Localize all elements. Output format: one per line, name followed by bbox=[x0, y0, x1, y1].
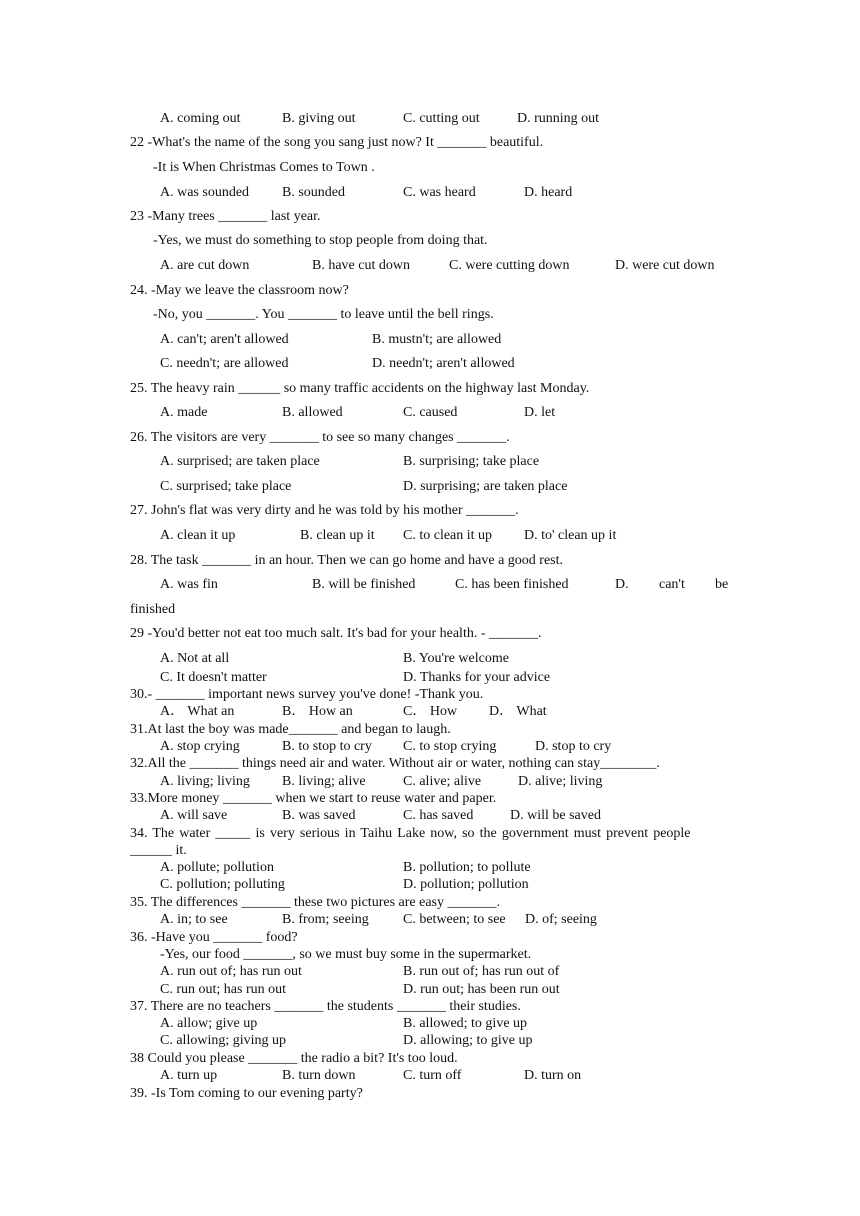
option-b: B. You're welcome bbox=[403, 651, 509, 666]
option-c: C. between; to see bbox=[403, 912, 506, 927]
option-a: A. allow; give up bbox=[160, 1016, 258, 1031]
option-d: D. turn on bbox=[524, 1068, 582, 1083]
option-b: B. was saved bbox=[282, 808, 356, 823]
option-b: B. surprising; take place bbox=[403, 454, 540, 469]
question-22-reply: -It is When Christmas Comes to Town . bbox=[153, 160, 375, 175]
option-d-word: be bbox=[715, 577, 729, 592]
option-c: C. It doesn't matter bbox=[160, 670, 267, 685]
option-d: D. let bbox=[524, 405, 556, 420]
option-b: B. turn down bbox=[282, 1068, 356, 1083]
question-35: 35. The differences _______ these two pictures are easy _______. bbox=[130, 895, 500, 910]
option-b: B. will be finished bbox=[312, 577, 416, 592]
option-b: B. allowed bbox=[282, 405, 343, 420]
question-26: 26. The visitors are very _______ to see so many changes _______. bbox=[130, 430, 510, 445]
option-d: D. needn't; aren't allowed bbox=[372, 356, 515, 371]
question-33: 33.More money _______ when we start to reuse water and paper. bbox=[130, 791, 497, 806]
option-d-word: can't bbox=[659, 577, 685, 592]
option-d: D. run out; has been run out bbox=[403, 982, 560, 997]
option-b: B. mustn't; are allowed bbox=[372, 332, 502, 347]
option-b: B. sounded bbox=[282, 185, 345, 200]
option-c: C. caused bbox=[403, 405, 458, 420]
option-d-continued: finished bbox=[130, 602, 176, 617]
question-36-reply: -Yes, our food _______, so we must buy some in the supermarket. bbox=[160, 947, 532, 962]
option-d-letter: D. bbox=[615, 577, 629, 592]
option-b: B. pollution; to pollute bbox=[403, 860, 531, 875]
option-a: A. surprised; are taken place bbox=[160, 454, 320, 469]
option-a: A. pollute; pollution bbox=[160, 860, 274, 875]
option-a: A. will save bbox=[160, 808, 228, 823]
option-d: D. allowing; to give up bbox=[403, 1033, 533, 1048]
option-c: C. to clean it up bbox=[403, 528, 493, 543]
question-37: 37. There are no teachers _______ the students _______ their studies. bbox=[130, 999, 521, 1014]
option-a: A. run out of; has run out bbox=[160, 964, 302, 979]
option-d: D. stop to cry bbox=[535, 739, 612, 754]
question-29: 29 -You'd better not eat too much salt. It's bad for your health. - _______. bbox=[130, 626, 542, 641]
question-34-continued: ______ it. bbox=[130, 843, 187, 858]
question-25: 25. The heavy rain ______ so many traffic accidents on the highway last Monday. bbox=[130, 381, 590, 396]
option-a: A. living; living bbox=[160, 774, 250, 789]
option-c: C. turn off bbox=[403, 1068, 462, 1083]
option-d: D. were cut down bbox=[615, 258, 715, 273]
option-c: C. needn't; are allowed bbox=[160, 356, 289, 371]
option-a: A. was sounded bbox=[160, 185, 250, 200]
option-a: A. can't; aren't allowed bbox=[160, 332, 289, 347]
option-d: D. heard bbox=[524, 185, 573, 200]
option-b: B. giving out bbox=[282, 111, 356, 126]
option-c: C. has been finished bbox=[455, 577, 569, 592]
option-d: D. running out bbox=[517, 111, 600, 126]
option-d: D. alive; living bbox=[518, 774, 603, 789]
option-d: D． What bbox=[489, 704, 547, 719]
question-23-reply: -Yes, we must do something to stop people from doing that. bbox=[153, 233, 488, 248]
option-c: C. surprised; take place bbox=[160, 479, 292, 494]
question-39: 39. -Is Tom coming to our evening party? bbox=[130, 1086, 363, 1101]
option-d: D. surprising; are taken place bbox=[403, 479, 568, 494]
option-c: C. cutting out bbox=[403, 111, 480, 126]
option-a: A. clean it up bbox=[160, 528, 236, 543]
option-b: B. living; alive bbox=[282, 774, 366, 789]
option-b: B. allowed; to give up bbox=[403, 1016, 528, 1031]
option-c: C. has saved bbox=[403, 808, 474, 823]
option-c: C. to stop crying bbox=[403, 739, 497, 754]
option-b: B． How an bbox=[282, 704, 353, 719]
option-c: C． How bbox=[403, 704, 458, 719]
option-a: A. in; to see bbox=[160, 912, 228, 927]
option-b: B. run out of; has run out of bbox=[403, 964, 560, 979]
option-a: A. made bbox=[160, 405, 208, 420]
option-d: D. will be saved bbox=[510, 808, 601, 823]
option-d: D. to' clean up it bbox=[524, 528, 617, 543]
question-30: 30.- _______ important news survey you've done! -Thank you. bbox=[130, 687, 484, 702]
option-b: B. clean up it bbox=[300, 528, 375, 543]
option-d: D. Thanks for your advice bbox=[403, 670, 551, 685]
question-32: 32.All the _______ things need air and water. Without air or water, nothing can stay________. bbox=[130, 756, 660, 771]
option-a: A． What an bbox=[160, 704, 235, 719]
question-28: 28. The task _______ in an hour. Then we can go home and have a good rest. bbox=[130, 553, 563, 568]
option-c: C. was heard bbox=[403, 185, 476, 200]
option-a: A. Not at all bbox=[160, 651, 230, 666]
option-a: A. was fin bbox=[160, 577, 218, 592]
option-d: D. pollution; pollution bbox=[403, 877, 529, 892]
option-b: B. from; seeing bbox=[282, 912, 369, 927]
question-27: 27. John's flat was very dirty and he was told by his mother _______. bbox=[130, 503, 519, 518]
option-c: C. allowing; giving up bbox=[160, 1033, 286, 1048]
option-b: B. have cut down bbox=[312, 258, 410, 273]
question-31: 31.At last the boy was made_______ and began to laugh. bbox=[130, 722, 451, 737]
option-a: A. turn up bbox=[160, 1068, 218, 1083]
option-a: A. are cut down bbox=[160, 258, 250, 273]
option-c: C. pollution; polluting bbox=[160, 877, 285, 892]
question-24-reply: -No, you _______. You _______ to leave until the bell rings. bbox=[153, 307, 494, 322]
option-d: D. of; seeing bbox=[525, 912, 597, 927]
option-a: A. coming out bbox=[160, 111, 241, 126]
option-a: A. stop crying bbox=[160, 739, 240, 754]
question-38: 38 Could you please _______ the radio a bit? It's too loud. bbox=[130, 1051, 458, 1066]
option-b: B. to stop to cry bbox=[282, 739, 372, 754]
option-c: C. alive; alive bbox=[403, 774, 482, 789]
question-22: 22 -What's the name of the song you sang just now? It _______ beautiful. bbox=[130, 135, 544, 150]
option-c: C. run out; has run out bbox=[160, 982, 286, 997]
option-c: C. were cutting down bbox=[449, 258, 570, 273]
question-34: 34. The water _____ is very serious in Taihu Lake now, so the government must prevent people bbox=[130, 826, 691, 841]
question-23: 23 -Many trees _______ last year. bbox=[130, 209, 321, 224]
question-24: 24. -May we leave the classroom now? bbox=[130, 283, 349, 298]
question-36: 36. -Have you _______ food? bbox=[130, 930, 298, 945]
